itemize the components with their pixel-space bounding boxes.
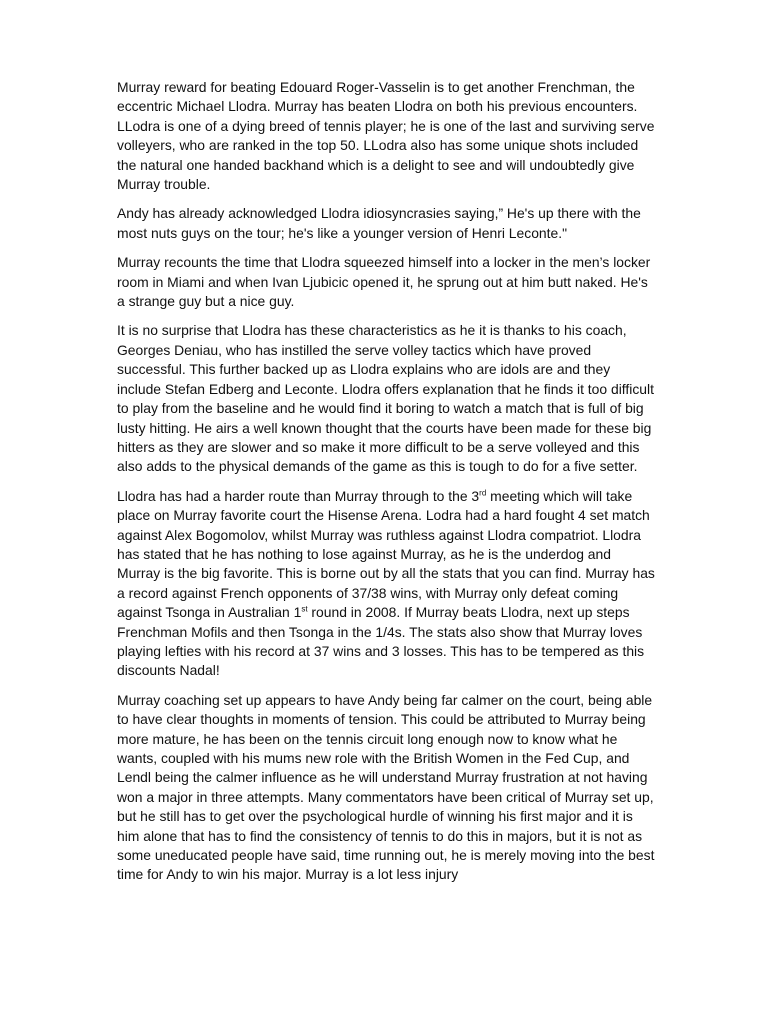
ordinal-suffix-rd: rd [479,488,487,498]
paragraph-1: Murray reward for beating Edouard Roger-Vasselin is to get another Frenchman, the eccentric Michael Llodra. Murray has beaten Llodra on both his previous encounters. LLodra is one of a dying breed of tennis player; he is one of the last and surviving serve volleyers, who are ranked in the top 50. LLodra also has some unique shots included the natural one handed backhand which is a delight to see and will undoubtedly give Murray trouble. [117,79,655,193]
paragraph-5-part-a: Llodra has had a harder route than Murray through to the 3 [117,487,480,504]
paragraph-2: Andy has already acknowledged Llodra idiosyncrasies saying,” He's up there with the most nuts guys on the tour; he's like a younger version of Henri Leconte." [117,205,641,241]
ordinal-suffix-st: st [301,604,308,614]
paragraph-4: It is no surprise that Llodra has these characteristics as he it is thanks to his coach, Georges Deniau, who has instilled the serve volley tactics which have proved successful. This further backed up as Llodra explains who are idols are and they include Stefan Edberg and Leconte. Llodra offers explanation that he finds it too difficult to play from the baseline and he would find it boring to watch a match that is full of big lusty hitting. He airs a well known thought that the courts have been made for these big hitters as they are slower and so make it more difficult to be a serve volleyed and this also adds to the physical demands of the game as this is tough to do for a five setter. [117,322,654,475]
document-body [117,78,657,895]
paragraph-3: Murray recounts the time that Llodra squeezed himself into a locker in the men’s locker room in Miami and when Ivan Ljubicic opened it, he sprung out at him butt naked. He's a strange guy but a nice guy. [117,254,651,310]
paragraph-5-part-c: round in 2008. If Murray beats Llodra, next up steps Frenchman Mofils and then Tsonga in the 1/4s. The stats also show that Murray loves playing lefties with his record at 37 wins and 3 losses. This has to be tempered as this discounts Nadal! [117,604,645,679]
paragraph-5-part-b: meeting which will take place on Murray favorite court the Hisense Arena. Lodra had a hard fought 4 set match against Alex Bogomolov, whilst Murray was ruthless against Llodra compatriot. Llodra has stated that he has nothing to lose against Murray, as he is the underdog and Murray is the big favorite. This is borne out by all the stats that you can find. Murray has a record against French opponents of 37/38 wins, with Murray only defeat coming against Tsonga in Australian 1 [117,487,655,621]
paragraph-5 [117,487,657,681]
paragraph-6: Murray coaching set up appears to have Andy being far calmer on the court, being able to have clear thoughts in moments of tension. This could be attributed to Murray being more mature, he has been on the tennis circuit long enough now to know what he wants, coupled with his mums new role with the British Women in the Fed Cup, and Lendl being the calmer influence as he will understand Murray frustration at not having won a major in three attempts. Many commentators have been critical of Murray set up, but he still has to get over the psychological hurdle of winning his first major and it is him alone that has to find the consistency of tennis to do this in majors, but it is not as some uneducated people have said, time running out, he is merely moving into the best time for Andy to win his major. Murray is a lot less injury [117,691,655,883]
